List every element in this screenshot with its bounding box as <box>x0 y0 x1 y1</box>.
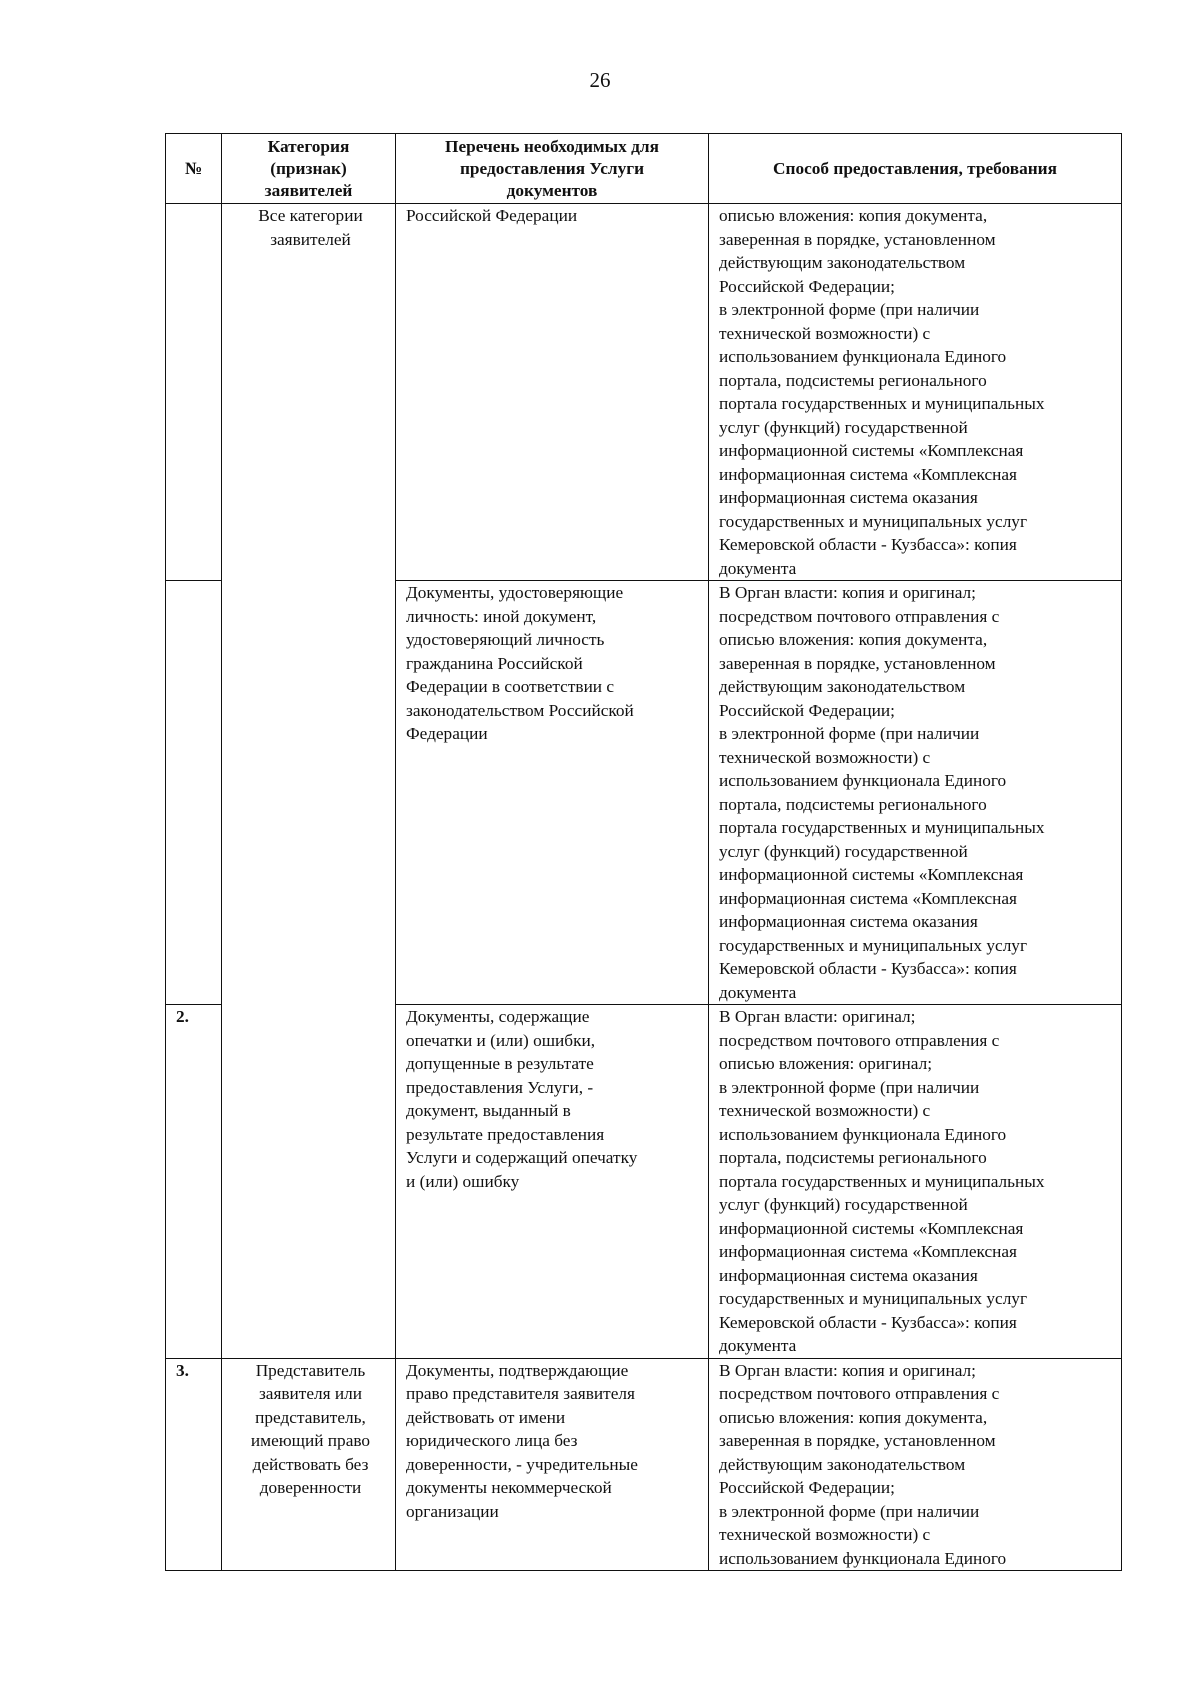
cell-text-line: описью вложения: копия документа, <box>719 206 988 225</box>
cell-text-line: удостоверяющий личность <box>406 630 605 649</box>
cell-text-line: Российской Федерации; <box>719 700 895 720</box>
cell-text-line: информационная система «Комплексная <box>719 1242 1017 1261</box>
method-cell <box>709 1005 1122 1359</box>
table-row <box>166 1358 1122 1571</box>
cell-text-line: посредством почтового отправления с <box>719 606 1000 626</box>
cell-text-line: доверенности <box>259 1478 362 1497</box>
cell-text-line: Российской Федерации; <box>719 276 895 296</box>
category-line: заявителей <box>270 229 351 249</box>
cell-text-line: юридического лица без <box>406 1431 578 1450</box>
cell-text-line: использованием функционала Единого <box>719 771 1007 790</box>
cell-text-line: доверенности, - учредительные <box>406 1454 638 1474</box>
header-category <box>222 134 396 204</box>
cell-text-line: информационной системы «Комплексная <box>719 1218 1024 1238</box>
cell-text-line: описью вложения: оригинал; <box>719 1054 932 1073</box>
cell-text-line: заверенная в порядке, установленном <box>719 1431 996 1450</box>
header-category-line: Категория <box>267 136 350 156</box>
cell-text-line: использованием функционала Единого <box>719 1124 1007 1144</box>
cell-text-line: посредством почтового отправления с <box>719 1030 1000 1050</box>
cell-text-line: портала государственных и муниципальных <box>719 394 1045 413</box>
category-line: Все категории <box>258 206 363 225</box>
cell-text-line: действовать без <box>252 1454 369 1474</box>
cell-text-line: Федерации в соответствии с <box>406 677 615 696</box>
cell-text-line: информационная система оказания <box>719 488 978 507</box>
table-row <box>166 204 1122 581</box>
table-header-row <box>166 134 1122 204</box>
document-cell <box>396 581 709 1005</box>
cell-text-line: технической возможности) с <box>719 1525 931 1544</box>
requirements-table <box>165 133 1122 1571</box>
cell-text-line: представитель, <box>255 1407 366 1427</box>
cell-text-line: действующим законодательством <box>719 1454 966 1474</box>
cell-text-line: документа <box>719 1336 797 1355</box>
cell-text-line: государственных и муниципальных услуг <box>719 1289 1028 1308</box>
row-number-cell: 2. <box>166 1005 222 1359</box>
cell-text-line: информационная система оказания <box>719 912 978 931</box>
cell-text-line: портала, подсистемы регионального <box>719 1148 987 1167</box>
cell-text-line: результате предоставления <box>406 1124 605 1144</box>
header-num: № <box>166 134 222 204</box>
header-category-line: (признак) <box>270 158 347 178</box>
cell-text-line: и (или) ошибку <box>406 1171 520 1191</box>
cell-text-line: Услуги и содержащий опечатку <box>406 1148 638 1167</box>
cell-text-line: Документы, содержащие <box>406 1007 590 1026</box>
header-method: Способ предоставления, требования <box>709 134 1122 204</box>
cell-text-line: портала государственных и муниципальных <box>719 1171 1045 1191</box>
cell-text-line: портала, подсистемы регионального <box>719 370 987 390</box>
cell-text-line: описью вложения: копия документа, <box>719 630 988 649</box>
header-documents-line: предоставления Услуги <box>459 158 645 178</box>
cell-text-line: В Орган власти: копия и оригинал; <box>719 1360 976 1380</box>
cell-text-line: информационная система оказания <box>719 1265 978 1285</box>
cell-text-line: Кемеровской области - Кузбасса»: копия <box>719 535 1017 554</box>
cell-text-line: Федерации <box>406 724 488 743</box>
cell-text-line: услуг (функций) государственной <box>719 1195 968 1214</box>
cell-text-line: опечатки и (или) ошибки, <box>406 1030 596 1050</box>
cell-text-line: в электронной форме (при наличии <box>719 1501 980 1521</box>
header-documents-line: Перечень необходимых для <box>445 136 659 156</box>
cell-text-line: услуг (функций) государственной <box>719 417 968 437</box>
cell-text-line: посредством почтового отправления с <box>719 1384 1000 1403</box>
cell-text-line: Документы, удостоверяющие <box>406 583 624 602</box>
document-cell <box>396 1005 709 1359</box>
cell-text-line: в электронной форме (при наличии <box>719 300 980 319</box>
cell-text-line: документа <box>719 982 797 1002</box>
cell-text-line: документы некоммерческой <box>406 1478 612 1497</box>
cell-text-line: портала, подсистемы регионального <box>719 794 987 814</box>
cell-text-line: Российской Федерации <box>406 206 578 225</box>
cell-text-line: заявителя или <box>258 1384 363 1403</box>
merged-category-cell <box>222 204 396 1359</box>
cell-text-line: допущенные в результате <box>406 1054 594 1073</box>
cell-text-line: заверенная в порядке, установленном <box>719 229 996 249</box>
cell-text-line: предоставления Услуги, - <box>406 1077 594 1097</box>
method-cell <box>709 581 1122 1005</box>
cell-text-line: государственных и муниципальных услуг <box>719 511 1028 531</box>
cell-text-line: право представителя заявителя <box>406 1384 635 1403</box>
cell-text-line: действующим законодательством <box>719 253 966 272</box>
cell-text-line: информационной системы «Комплексная <box>719 441 1024 460</box>
cell-text-line: организации <box>406 1501 499 1521</box>
cell-text-line: описью вложения: копия документа, <box>719 1407 988 1427</box>
cell-text-line: заверенная в порядке, установленном <box>719 653 996 673</box>
cell-text-line: личность: иной документ, <box>406 606 597 626</box>
cell-text-line: услуг (функций) государственной <box>719 841 968 861</box>
cell-text-line: технической возможности) с <box>719 323 931 343</box>
cell-text-line: Российской Федерации; <box>719 1478 895 1497</box>
header-category-line: заявителей <box>264 180 353 200</box>
cell-text-line: информационная система «Комплексная <box>719 464 1017 484</box>
cell-text-line: использованием функционала Единого <box>719 347 1007 366</box>
row-number-cell: 3. <box>166 1358 222 1571</box>
cell-text-line: В Орган власти: копия и оригинал; <box>719 583 976 602</box>
row-number-cell <box>166 204 222 581</box>
cell-text-line: в электронной форме (при наличии <box>719 724 980 743</box>
cell-text-line: гражданина Российской <box>406 653 583 673</box>
method-cell <box>709 1358 1122 1571</box>
cell-text-line: действовать от имени <box>406 1407 566 1427</box>
cell-text-line: документа <box>719 558 797 578</box>
cell-text-line: Представитель <box>255 1360 366 1380</box>
cell-text-line: в электронной форме (при наличии <box>719 1077 980 1097</box>
cell-text-line: информационной системы «Комплексная <box>719 865 1024 884</box>
document-cell <box>396 1358 709 1571</box>
cell-text-line: В Орган власти: оригинал; <box>719 1007 916 1026</box>
row-number-cell <box>166 581 222 1005</box>
cell-text-line: использованием функционала Единого <box>719 1548 1007 1568</box>
cell-text-line: Документы, подтверждающие <box>406 1360 629 1380</box>
cell-text-line: Кемеровской области - Кузбасса»: копия <box>719 959 1017 978</box>
header-documents <box>396 134 709 204</box>
document-cell <box>396 204 709 581</box>
cell-text-line: портала государственных и муниципальных <box>719 818 1045 837</box>
page-number: 26 <box>589 68 611 92</box>
cell-text-line: документ, выданный в <box>406 1101 571 1120</box>
cell-text-line: технической возможности) с <box>719 1101 931 1120</box>
cell-text-line: законодательством Российской <box>406 700 634 720</box>
method-cell <box>709 204 1122 581</box>
header-documents-line: документов <box>506 180 598 200</box>
category-cell <box>222 1358 396 1571</box>
cell-text-line: информационная система «Комплексная <box>719 888 1017 908</box>
cell-text-line: имеющий право <box>250 1431 371 1450</box>
cell-text-line: Кемеровской области - Кузбасса»: копия <box>719 1312 1017 1332</box>
cell-text-line: действующим законодательством <box>719 677 966 696</box>
cell-text-line: технической возможности) с <box>719 747 931 767</box>
cell-text-line: государственных и муниципальных услуг <box>719 935 1028 955</box>
